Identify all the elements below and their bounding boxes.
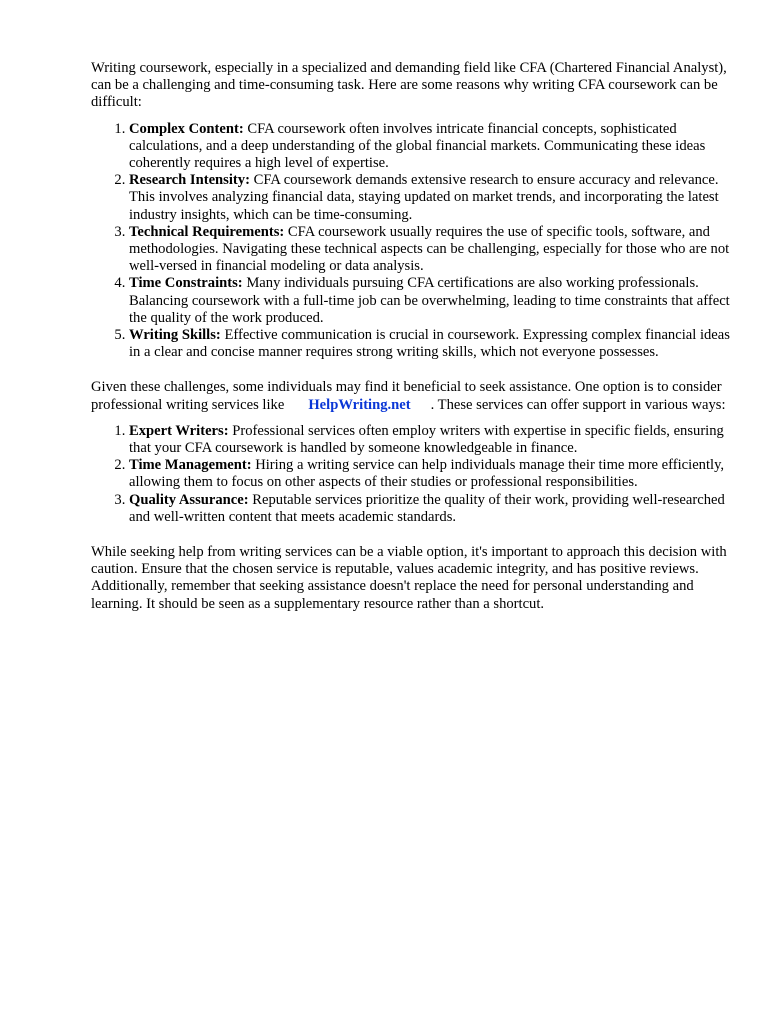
list-item-text: CFA coursework demands extensive research to ensure accuracy and relevance. This involves analyzing financial data, staying updated on market trends, and incorporating the latest industry insights, which can be time-consuming. <box>129 172 719 223</box>
list-item-text: Professional services often employ writers with expertise in specific fields, ensuring that your CFA coursework is handled by someone knowledgeable in finance. <box>129 422 724 457</box>
benefits-list <box>91 423 731 526</box>
list-item-term: Writing Skills <box>129 327 216 344</box>
list-item-term: Time Management <box>129 457 247 474</box>
list-item-term: Quality Assurance <box>129 491 244 508</box>
assistance-text-before: Given these challenges, some individuals may find it beneficial to seek assistance. One option is to consider professional writing services like <box>91 379 722 413</box>
list-item <box>129 121 731 173</box>
list-item-term: Research Intensity <box>129 172 246 189</box>
list-item <box>129 172 731 224</box>
list-item-term: Expert Writers <box>129 422 224 439</box>
list-item-separator: : <box>246 457 252 474</box>
list-item-text: CFA coursework often involves intricate financial concepts, sophisticated calculations, and a deep understanding of the global financial markets. Communicating these ideas coherently requires a high level of expertise. <box>129 120 706 172</box>
list-item-term: Complex Content <box>129 120 239 137</box>
list-item-term: Technical Requirements <box>129 223 280 240</box>
list-item <box>129 224 731 276</box>
list-item-separator: : <box>215 327 221 344</box>
list-item <box>129 275 731 327</box>
list-item-separator: : <box>237 275 243 292</box>
assistance-text-after: . These services can offer support in various ways: <box>430 396 726 413</box>
list-item <box>129 423 731 457</box>
helpwriting-link[interactable]: HelpWriting.net <box>308 396 411 413</box>
document-body <box>91 60 731 613</box>
list-item-separator: : <box>279 223 285 240</box>
list-item-separator: : <box>243 491 249 508</box>
list-item <box>129 457 731 491</box>
list-item-text: Reputable services prioritize the quality of their work, providing well-researched and well-written content that meets academic standards. <box>129 491 725 525</box>
conclusion-paragraph: While seeking help from writing services can be a viable option, it's important to approach this decision with caution. Ensure that the chosen service is reputable, values academic integrity, and has positive reviews. Additionally, remember that seeking assistance doesn't replace the need for personal understanding and learning. It should be seen as a supplementary resource rather than a shortcut. <box>91 544 727 612</box>
list-item-text: Hiring a writing service can help individuals manage their time more efficiently, allowing them to focus on other aspects of their studies or professional responsibilities. <box>129 457 725 491</box>
reasons-list <box>91 121 731 362</box>
list-item-term: Time Constraints <box>129 275 238 292</box>
assistance-paragraph <box>91 379 731 413</box>
list-item <box>129 327 731 361</box>
intro-paragraph: Writing coursework, especially in a specialized and demanding field like CFA (Chartered Financial Analyst), can be a challenging and time-consuming task. Here are some reasons why writing CFA coursework can be difficult: <box>91 60 727 111</box>
list-item-text: Many individuals pursuing CFA certifications are also working professionals. Balancing coursework with a full-time job can be overwhelming, leading to time constraints that affect the quality of the work produced. <box>129 275 730 326</box>
list-item-separator: : <box>238 120 244 137</box>
list-item-text: CFA coursework usually requires the use of specific tools, software, and methodologies. Navigating these technical aspects can be challenging, especially for those who are not well-versed in financial modeling or data analysis. <box>129 223 730 275</box>
list-item <box>129 492 731 526</box>
list-item-separator: : <box>245 172 250 189</box>
list-item-text: Effective communication is crucial in coursework. Expressing complex financial ideas in a clear and concise manner requires strong writing skills, which not everyone possesses. <box>129 327 730 361</box>
list-item-separator: : <box>223 422 229 439</box>
